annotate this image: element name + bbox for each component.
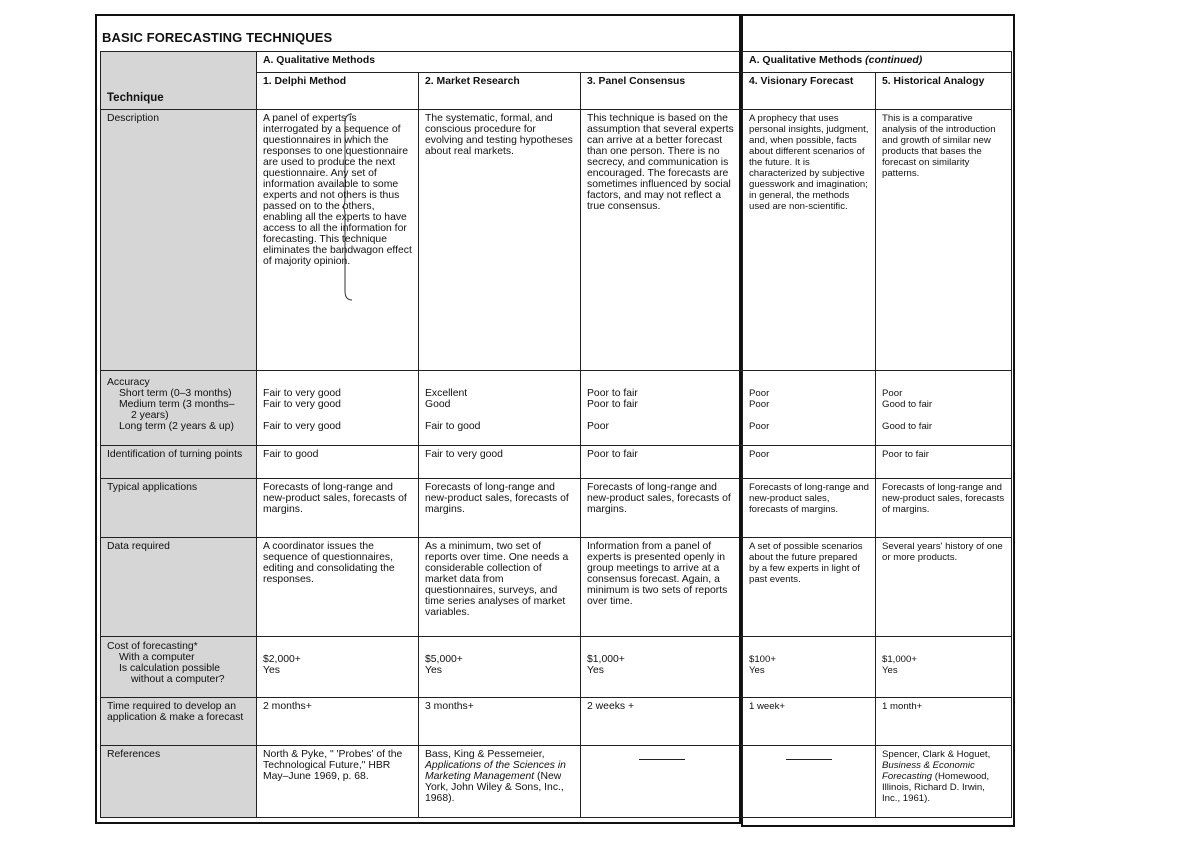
- accuracy-long: Poor: [587, 421, 609, 432]
- accuracy-cell: [419, 371, 581, 446]
- cost-manual: Yes: [882, 665, 898, 676]
- time-required-row: [101, 698, 1012, 746]
- cost-manual-label: Is calculation possible: [119, 663, 221, 674]
- cost-manual: Yes: [749, 665, 765, 676]
- accuracy-medium: Poor: [749, 399, 770, 410]
- section-continued-suffix: (continued): [865, 54, 923, 66]
- time-required-cell: 2 months+: [257, 698, 419, 746]
- references-cell-empty: [743, 746, 876, 818]
- col-panel-consensus: 3. Panel Consensus: [581, 73, 743, 110]
- accuracy-title: Accuracy: [107, 377, 150, 388]
- references-cell: [419, 746, 581, 818]
- short-term-label: Short term (0–3 months): [119, 388, 232, 399]
- applications-row: [101, 479, 1012, 538]
- reference-publisher: (Homewood, Illinois, Richard D. Irwin, Inc., 1961).: [882, 771, 990, 804]
- references-label: References: [101, 746, 257, 818]
- applications-cell: Forecasts of long-range and new-product sales, forecasts of margins.: [876, 479, 1012, 538]
- cost-cell: [257, 637, 419, 698]
- reference-authors: Spencer, Clark & Hoguet,: [882, 749, 991, 760]
- cost-computer: $1,000+: [587, 654, 625, 665]
- data-required-cell: As a minimum, two set of reports over time. One needs a considerable collection of market data from questionnaires, surveys, and time series analyses of market variables.: [419, 538, 581, 637]
- references-cell-empty: [581, 746, 743, 818]
- col-delphi: 1. Delphi Method: [257, 73, 419, 110]
- section-qualitative: [257, 52, 743, 73]
- time-required-cell: 1 month+: [876, 698, 1012, 746]
- accuracy-medium: Good: [425, 399, 451, 410]
- cost-computer-label: With a computer: [119, 652, 195, 663]
- cost-cell: [876, 637, 1012, 698]
- turning-points-cell: Poor to fair: [876, 446, 1012, 479]
- section-row: [101, 52, 1012, 73]
- cost-row: [101, 637, 1012, 698]
- applications-label: Typical applications: [101, 479, 257, 538]
- time-required-cell: 1 week+: [743, 698, 876, 746]
- section-qualitative-label: A. Qualitative Methods: [263, 55, 376, 66]
- reference-book-title: Applications of the Sciences in Marketing Management: [425, 760, 566, 782]
- document-title: BASIC FORECASTING TECHNIQUES: [102, 30, 333, 45]
- time-required-label: Time required to develop an application & make a forecast: [101, 698, 257, 746]
- cost-title: Cost of forecasting*: [107, 641, 198, 652]
- accuracy-long: Good to fair: [882, 421, 933, 432]
- forecasting-techniques-table: [100, 51, 1012, 818]
- applications-cell: Forecasts of long-range and new-product sales, forecasts of margins.: [581, 479, 743, 538]
- cost-label: [101, 637, 257, 698]
- accuracy-cell: [743, 371, 876, 446]
- reference-authors: Bass, King & Pessemeier,: [425, 749, 545, 760]
- description-cell: This technique is based on the assumption that several experts can arrive at a better forecast than one person. There is no secrecy, and communication is encouraged. The forecasts are sometimes influenced by social factors, and may not reflect a true consensus.: [581, 110, 743, 371]
- accuracy-long: Poor: [749, 421, 770, 432]
- accuracy-short: Excellent: [425, 388, 468, 399]
- description-label: Description: [101, 110, 257, 371]
- references-cell: [876, 746, 1012, 818]
- cost-computer: $100+: [749, 654, 776, 665]
- turning-points-row: [101, 446, 1012, 479]
- cost-manual-label-cont: without a computer?: [131, 674, 225, 685]
- description-cell: A prophecy that uses personal insights, judgment, and, when possible, facts about different scenarios of the future. It is characterized by subjective guesswork and imagination; in general, the methods used are non-scientific.: [743, 110, 876, 371]
- accuracy-short: Poor: [882, 388, 903, 399]
- cost-computer: $2,000+: [263, 654, 301, 665]
- accuracy-short: Fair to very good: [263, 388, 341, 399]
- time-required-cell: 3 months+: [419, 698, 581, 746]
- accuracy-medium: Poor to fair: [587, 399, 638, 410]
- no-reference-dash: [786, 759, 832, 760]
- applications-cell: Forecasts of long-range and new-product sales, forecasts of margins.: [743, 479, 876, 538]
- description-cell: The systematic, formal, and conscious procedure for evolving and testing hypotheses about real markets.: [419, 110, 581, 371]
- accuracy-long: Fair to very good: [263, 421, 341, 432]
- data-required-cell: Several years' history of one or more products.: [876, 538, 1012, 637]
- accuracy-cell: [581, 371, 743, 446]
- cost-computer: $5,000+: [425, 654, 463, 665]
- reference-book-title: Business & Economic Forecasting: [882, 760, 975, 782]
- reference-publisher: (New York, John Wiley & Sons, Inc., 1968).: [425, 771, 564, 804]
- col-visionary-forecast: 4. Visionary Forecast: [743, 73, 876, 110]
- data-required-cell: A coordinator issues the sequence of questionnaires, editing and consolidating the responses.: [257, 538, 419, 637]
- time-required-cell: 2 weeks +: [581, 698, 743, 746]
- description-row: [101, 110, 1012, 371]
- medium-term-label: Medium term (3 months–: [119, 399, 235, 410]
- data-required-cell: A set of possible scenarios about the future prepared by a few experts in light of past events.: [743, 538, 876, 637]
- data-required-label: Data required: [101, 538, 257, 637]
- cost-manual: Yes: [425, 665, 442, 676]
- accuracy-row: [101, 371, 1012, 446]
- turning-points-cell: Fair to good: [257, 446, 419, 479]
- section-continued-label: A. Qualitative Methods: [749, 54, 863, 66]
- references-row: [101, 746, 1012, 818]
- description-cell: A panel of experts is interrogated by a sequence of questionnaires in which the responses to one questionnaire are used to produce the next questionnaire. Any set of information available to some experts and not others is thus passed on to the others, enabling all the experts to have access to all the information for forecasting. This technique eliminates the bandwagon effect of majority opinion.: [257, 110, 419, 371]
- accuracy-medium: Good to fair: [882, 399, 933, 410]
- turning-points-cell: Poor: [743, 446, 876, 479]
- technique-header-cell: [101, 52, 257, 110]
- accuracy-medium: Fair to very good: [263, 399, 341, 410]
- turning-points-label: Identification of turning points: [101, 446, 257, 479]
- accuracy-label: [101, 371, 257, 446]
- references-cell: North & Pyke, " 'Probes' of the Technological Future," HBR May–June 1969, p. 68.: [257, 746, 419, 818]
- cost-manual: Yes: [263, 665, 280, 676]
- turning-points-cell: Fair to very good: [419, 446, 581, 479]
- turning-points-cell: Poor to fair: [581, 446, 743, 479]
- technique-header: Technique: [107, 92, 164, 104]
- accuracy-short: Poor: [749, 388, 770, 399]
- cost-cell: [581, 637, 743, 698]
- medium-term-label-cont: 2 years): [131, 410, 169, 421]
- section-qualitative-continued: [743, 52, 1012, 73]
- applications-cell: Forecasts of long-range and new-product sales, forecasts of margins.: [257, 479, 419, 538]
- accuracy-long: Fair to good: [425, 421, 481, 432]
- col-market-research: 2. Market Research: [419, 73, 581, 110]
- accuracy-cell: [257, 371, 419, 446]
- applications-cell: Forecasts of long-range and new-product sales, forecasts of margins.: [419, 479, 581, 538]
- data-required-cell: Information from a panel of experts is presented openly in group meetings to arrive at a consensus forecast. Again, a minimum is two sets of reports over time.: [581, 538, 743, 637]
- col-historical-analogy: 5. Historical Analogy: [876, 73, 1012, 110]
- cost-cell: [419, 637, 581, 698]
- cost-cell: [743, 637, 876, 698]
- accuracy-cell: [876, 371, 1012, 446]
- accuracy-short: Poor to fair: [587, 388, 638, 399]
- long-term-label: Long term (2 years & up): [119, 421, 234, 432]
- description-cell: This is a comparative analysis of the introduction and growth of similar new products that bases the forecast on similarity patterns.: [876, 110, 1012, 371]
- data-required-row: [101, 538, 1012, 637]
- cost-computer: $1,000+: [882, 654, 917, 665]
- cost-manual: Yes: [587, 665, 604, 676]
- no-reference-dash: [639, 759, 685, 760]
